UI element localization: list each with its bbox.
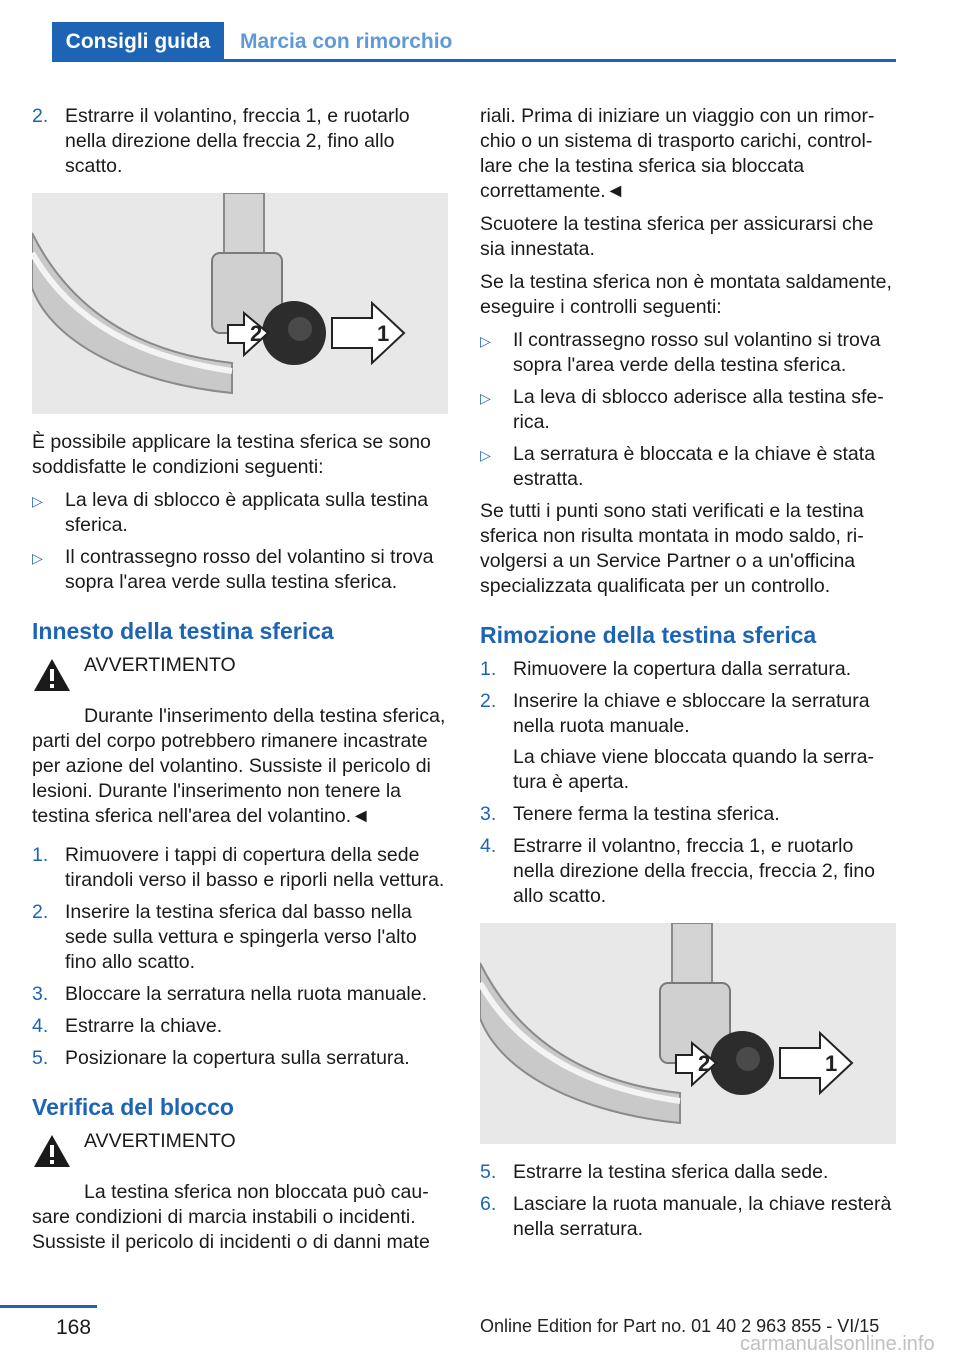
step-number: 2. xyxy=(32,105,49,127)
warning-title: AVVERTIMENTO xyxy=(84,1130,236,1152)
step-text: Bloccare la serratura nella ruota manuale. xyxy=(65,983,428,1005)
paragraph: Se la testina sferica non è montata saldamente, eseguire i controlli seguenti: xyxy=(480,271,892,318)
list-item xyxy=(32,545,448,595)
list-item-text: La serratura è bloccata e la chiave è stata estratta. xyxy=(513,443,876,490)
step-item xyxy=(32,982,448,1007)
step-item xyxy=(32,1014,448,1039)
footer-divider xyxy=(0,1305,97,1308)
list-item-text: Il contrassegno rosso sul volantino si trova sopra l'area verde della testina sferica. xyxy=(513,329,881,376)
page-number: 168 xyxy=(56,1316,92,1339)
page-header xyxy=(0,0,960,62)
list-item-text: La leva di sblocco aderisce alla testina sferica. xyxy=(513,386,884,433)
step-number: 5. xyxy=(32,1047,49,1069)
step-text: Estrarre il volantno, freccia 1, e ruotarlo nella direzione della freccia, freccia 2, fino allo scatto. xyxy=(513,835,876,907)
step-text: Estrarre la chiave. xyxy=(65,1015,223,1037)
continuation-text: riali. Prima di iniziare un viaggio con un rimorchio o un sistema di trasporto carichi, controllare che la testina sferica sia bloccata correttamente.◄ xyxy=(480,105,875,202)
arrow-label-2: 2 xyxy=(698,1051,711,1076)
warning-block xyxy=(32,653,448,700)
step-text: Rimuovere la copertura dalla serratura. xyxy=(513,658,852,680)
list-item xyxy=(480,328,896,378)
warning-text: La testina sferica non bloccata può causare condizioni di marcia instabili o incidenti. Sussiste il pericolo di incidenti o di danni mate xyxy=(32,1181,430,1253)
step-item xyxy=(32,900,448,975)
warning-text: Durante l'inserimento della testina sferica, parti del corpo potrebbero rimanere incastrate per azione del volantino. Sussiste il pericolo di lesioni. Durante l'inserimento non tenere la testina sferica nell'area del volantino.◄ xyxy=(32,705,446,827)
section-heading: Rimozione della testina sferica xyxy=(480,622,817,648)
header-divider xyxy=(224,59,896,62)
triangle-bullet-icon: ▷ xyxy=(480,333,491,349)
step-number: 6. xyxy=(480,1193,497,1215)
step-number: 2. xyxy=(32,901,49,923)
step-item xyxy=(32,104,448,179)
step-number: 1. xyxy=(32,844,49,866)
arrow-label-2: 2 xyxy=(250,321,263,346)
conditions-intro: È possibile applicare la testina sferica se sono soddisfatte le condizioni seguenti: xyxy=(32,431,431,478)
step-item xyxy=(480,657,896,682)
tab-marcia-con-rimorchio[interactable]: Marcia con rimorchio xyxy=(240,30,453,53)
list-item xyxy=(480,385,896,435)
triangle-bullet-icon: ▷ xyxy=(32,493,43,509)
warning-block xyxy=(32,1129,448,1176)
step-text: Estrarre la testina sferica dalla sede. xyxy=(513,1161,829,1183)
paragraph: Scuotere la testina sferica per assicurarsi che sia innestata. xyxy=(480,213,874,260)
section-heading: Innesto della testina sferica xyxy=(32,618,334,644)
tow-ball-illustration xyxy=(480,923,896,1144)
step-text: Tenere ferma la testina sferica. xyxy=(513,803,780,825)
section-heading: Verifica del blocco xyxy=(32,1094,234,1120)
step-item xyxy=(480,1192,896,1242)
step-item xyxy=(32,843,448,893)
step-text: Inserire la chiave e sbloccare la serratura nella ruota manuale. xyxy=(513,690,870,737)
step-number: 3. xyxy=(32,983,49,1005)
step-number: 2. xyxy=(480,690,497,712)
step-text: Estrarre il volantino, freccia 1, e ruotarlo nella direzione della freccia 2, fino allo scatto. xyxy=(65,105,410,177)
arrow-label-1: 1 xyxy=(377,321,390,346)
step-text: Inserire la testina sferica dal basso nella sede sulla vettura e spingerla verso l'alto fino allo scatto. xyxy=(65,901,417,973)
step-number: 3. xyxy=(480,803,497,825)
triangle-bullet-icon: ▷ xyxy=(32,550,43,566)
step-item xyxy=(480,689,896,795)
triangle-bullet-icon: ▷ xyxy=(480,390,491,406)
right-column xyxy=(480,104,896,1249)
step-number: 1. xyxy=(480,658,497,680)
edition-label: Online Edition for Part no. 01 40 2 963 855 - VI/15 xyxy=(480,1316,880,1336)
list-item xyxy=(32,488,448,538)
step-number: 5. xyxy=(480,1161,497,1183)
step-item xyxy=(480,1160,896,1185)
tab-consigli-guida[interactable]: Consigli guida xyxy=(52,22,224,62)
step-item xyxy=(480,802,896,827)
list-item-text: La leva di sblocco è applicata sulla testina sferica. xyxy=(65,489,429,536)
step-number: 4. xyxy=(32,1015,49,1037)
step-item xyxy=(480,834,896,909)
paragraph: Se tutti i punti sono stati verificati e la testina sferica non risulta montata in modo saldo, rivolgersi a un Service Partner o a un'officina specializzata qualificata per un controllo. xyxy=(480,500,864,597)
warning-title: AVVERTIMENTO xyxy=(84,654,236,676)
left-column xyxy=(32,104,448,1263)
tow-ball-illustration xyxy=(32,193,448,414)
warning-triangle-icon xyxy=(32,653,72,700)
list-item xyxy=(480,442,896,492)
step-text: Rimuovere i tappi di copertura della sede tirandoli verso il basso e riporli nella vettura. xyxy=(65,844,445,891)
warning-triangle-icon xyxy=(32,1129,72,1176)
step-item xyxy=(32,1046,448,1071)
step-text: Lasciare la ruota manuale, la chiave resterà nella serratura. xyxy=(513,1193,892,1240)
step-number: 4. xyxy=(480,835,497,857)
step-text: Posizionare la copertura sulla serratura. xyxy=(65,1047,410,1069)
triangle-bullet-icon: ▷ xyxy=(480,447,491,463)
watermark: carmanualsonline.info xyxy=(740,1333,935,1355)
arrow-label-1: 1 xyxy=(825,1051,838,1076)
list-item-text: Il contrassegno rosso del volantino si trova sopra l'area verde sulla testina sferica. xyxy=(65,546,434,593)
step-subtext: La chiave viene bloccata quando la serratura è aperta. xyxy=(513,746,874,793)
